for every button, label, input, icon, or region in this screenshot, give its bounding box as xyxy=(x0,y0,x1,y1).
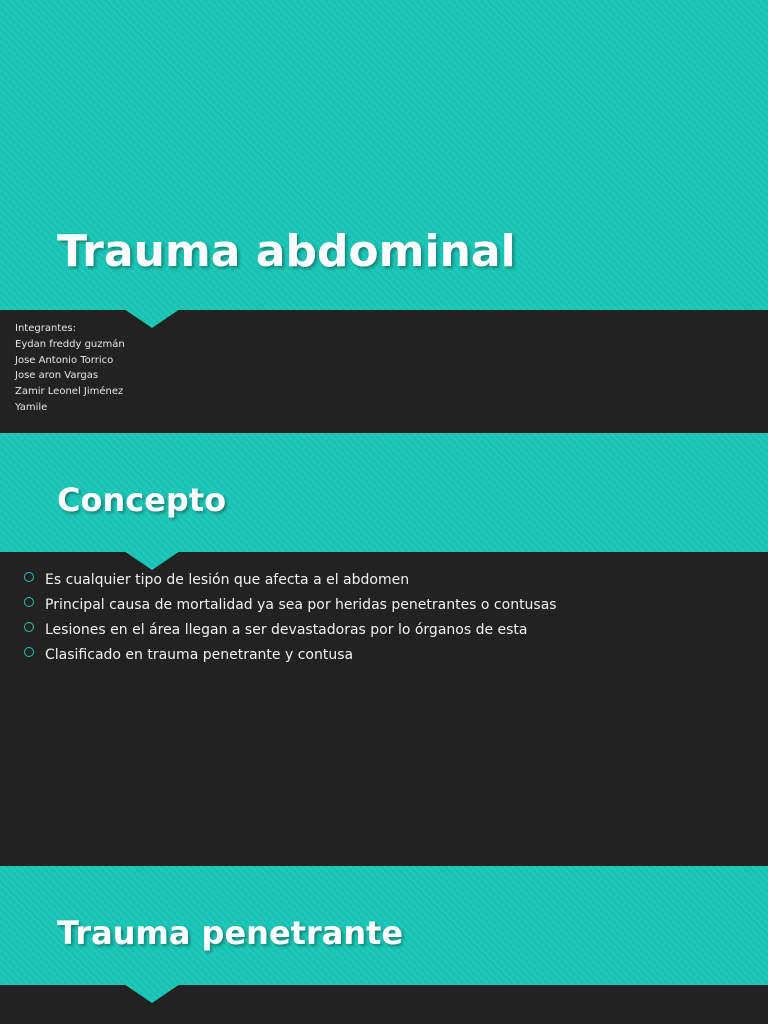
slide-title-trauma-abdominal: Trauma abdominal xyxy=(57,226,516,277)
members-list xyxy=(15,321,125,416)
bullet-text: Principal causa de mortalidad ya sea por heridas penetrantes o contusas xyxy=(45,597,557,613)
bullet-text: Es cualquier tipo de lesión que afecta a el abdomen xyxy=(45,572,410,588)
list-item xyxy=(23,570,557,595)
member-name: Eydan freddy guzmán xyxy=(15,338,125,350)
hollow-circle-icon xyxy=(24,597,34,607)
members-heading: Integrantes: xyxy=(15,323,76,334)
hollow-circle-icon xyxy=(24,647,34,657)
bullet-text: Lesiones en el área llegan a ser devastadoras por lo órganos de esta xyxy=(45,622,528,638)
hollow-circle-icon xyxy=(24,572,34,582)
member-name: Jose aron Vargas xyxy=(15,370,99,382)
slide-title-trauma-penetrante: Trauma penetrante xyxy=(57,914,404,952)
member-name: Jose Antonio Torrico xyxy=(15,354,114,366)
member-name: Yamile xyxy=(15,401,48,413)
slide-title-concepto: Concepto xyxy=(57,481,227,519)
concept-bullet-list xyxy=(23,570,557,670)
list-item xyxy=(23,620,557,645)
list-item xyxy=(23,595,557,620)
penetrante-panel xyxy=(0,985,768,1024)
member-name: Zamir Leonel Jiménez xyxy=(15,386,124,398)
list-item xyxy=(23,645,557,670)
bullet-text: Clasificado en trauma penetrante y contusa xyxy=(45,647,354,663)
hollow-circle-icon xyxy=(24,622,34,632)
